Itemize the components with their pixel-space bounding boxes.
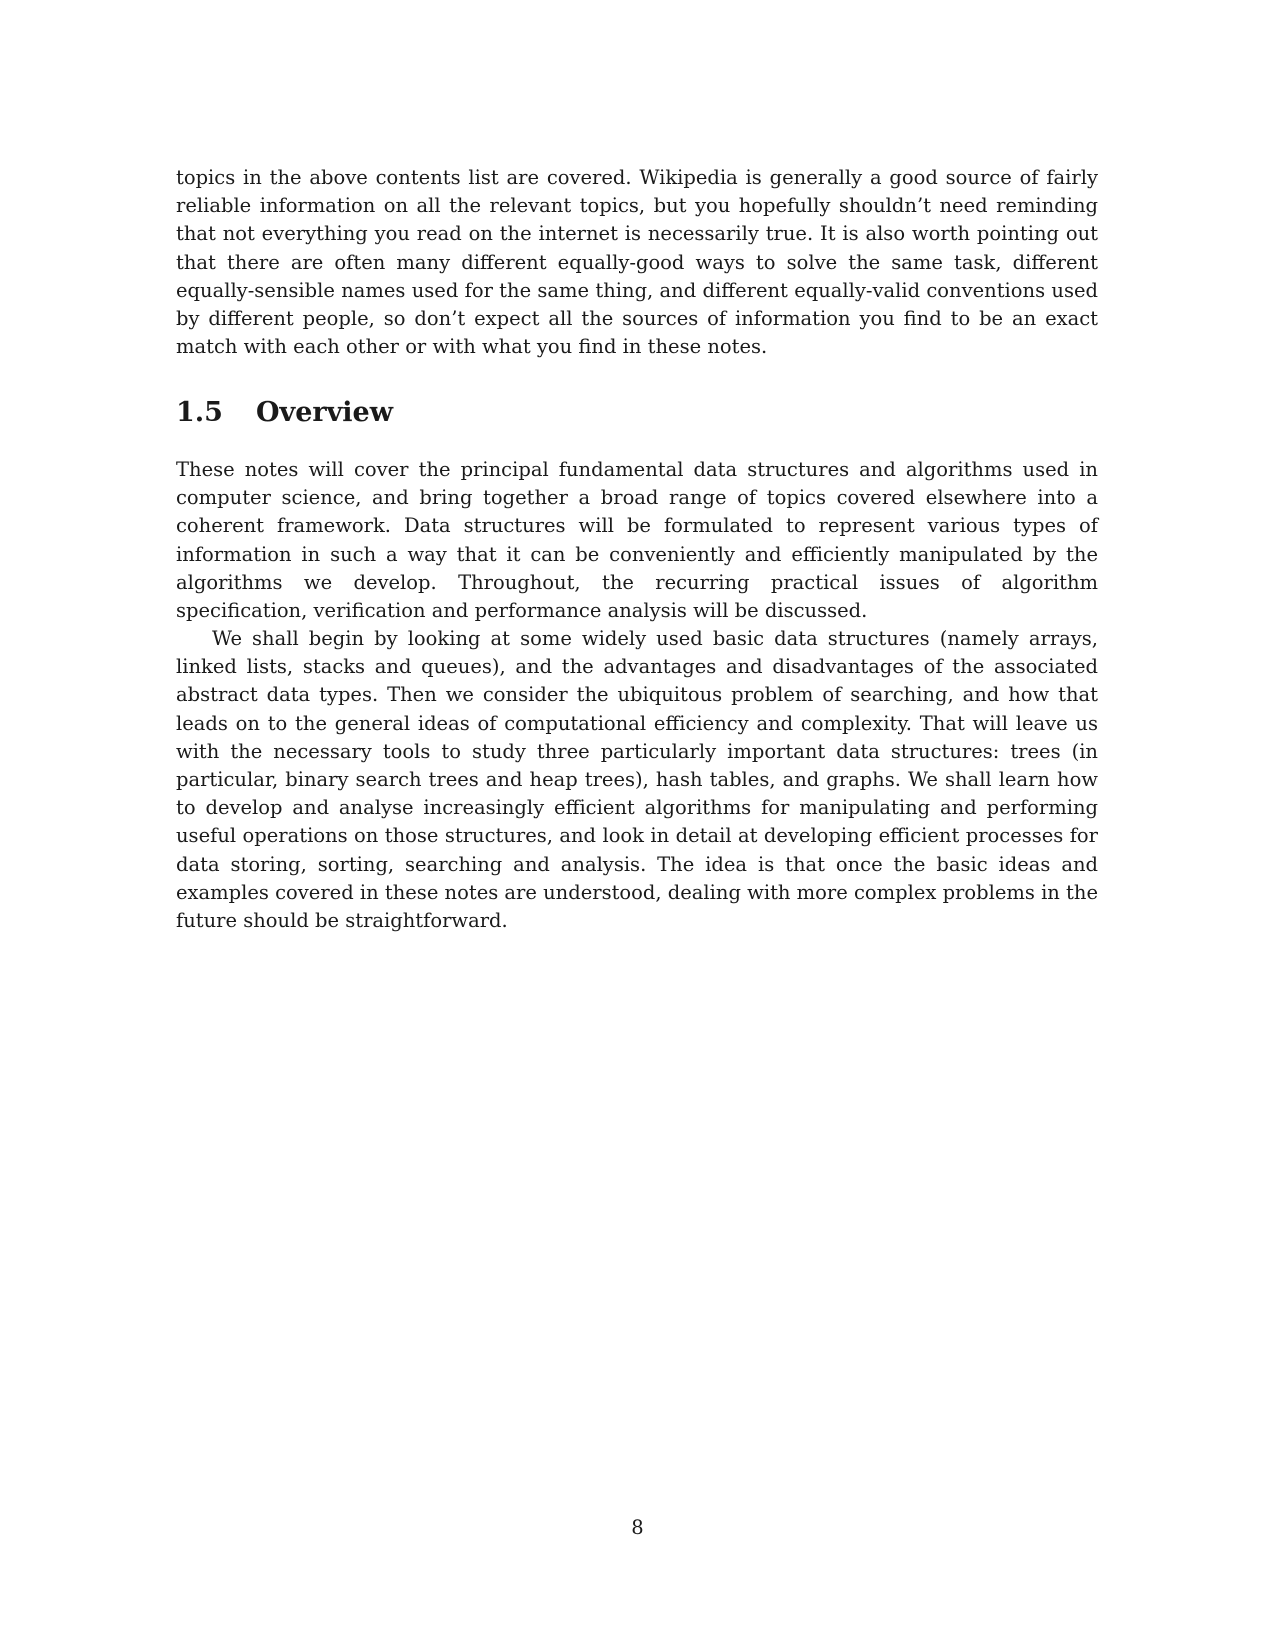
paragraph-overview-plan [176, 625, 1098, 935]
paragraph-text: topics in the above contents list are covered. Wikipedia is generally a good source of fairly reliable information on all the relevant topics, but you hopefully shouldn’t need reminding that not everything you read on the internet is necessarily true. It is also worth pointing out that there are often many different equally-good ways to solve the same task, different equally-sensible names used for the same thing, and different equally-valid conventions used by different people, so don’t expect all the sources of information you find to be an exact match with each other or with what you find in these notes. [176, 166, 1098, 359]
paragraph-overview-intro [176, 456, 1098, 625]
paragraph-sources-note [176, 164, 1098, 361]
paragraph-text: We shall begin by looking at some widely used basic data structures (namely arrays, linked lists, stacks and queues), and the advantages and disadvantages of the associated abstract data types. Then we consider the ubiquitous problem of searching, and how that leads on to the general ideas of computational efficiency and complexity. That will leave us with the necessary tools to study three particularly important data structures: trees (in particular, binary search trees and heap trees), hash tables, and graphs. We shall learn how to develop and analyse increasingly efficient algorithms for manipulating and performing useful operations on those structures, and look in detail at developing efficient processes for data storing, sorting, searching and analysis. The idea is that once the basic ideas and examples covered in these notes are understood, dealing with more complex problems in the future should be straightforward. [176, 627, 1098, 933]
section-heading [176, 396, 393, 430]
page-number: 8 [631, 1516, 644, 1539]
section-title: Overview [256, 397, 393, 428]
section-number: 1.5 [176, 397, 223, 428]
paragraph-text: These notes will cover the principal fundamental data structures and algorithms used in computer science, and bring together a broad range of topics covered elsewhere into a coherent framework. Data structures will be formulated to represent various types of information in such a way that it can be conveniently and efficiently manipulated by the algorithms we develop. Throughout, the recurring practical issues of algorithm specification, verification and performance analysis will be discussed. [176, 458, 1098, 623]
